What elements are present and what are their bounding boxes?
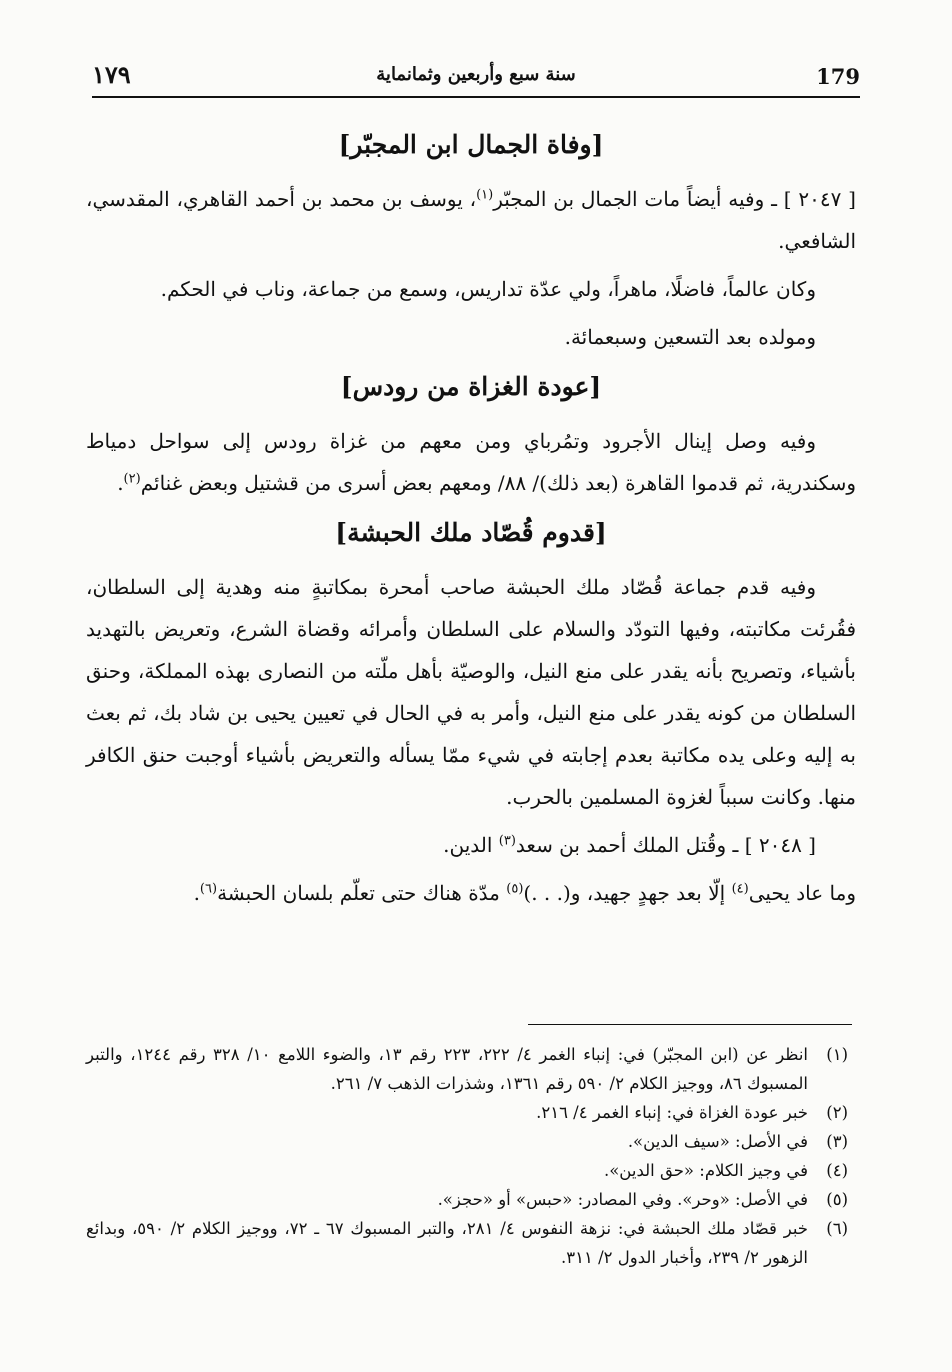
footnote-number: (٢)	[826, 1103, 848, 1122]
footnote-mark-4[interactable]: (٤)	[731, 881, 749, 897]
page-number-latin: 179	[816, 64, 860, 89]
page-number-arabic: ١٧٩	[92, 60, 131, 89]
footnote-text: في وجيز الكلام: «حق الدين».	[603, 1161, 808, 1180]
footnote	[86, 1127, 848, 1156]
main-text	[86, 118, 856, 920]
footnote	[86, 1185, 848, 1214]
paragraph-yahya-return: وما عاد يحيى$^{(٤)}$ إلّا بعد جهدٍ جهيد، و(. . .)$^{(٥)}$ مدّة هناك حتى تعلّم بلسان الحبشة$^{(٦)}$.	[193, 881, 856, 905]
paragraph: وفيه قدم جماعة قُصّاد ملك الحبشة صاحب أمحرة بمكاتبةٍ منه وهدية إلى السلطان، فقُرئت مكاتبته، وفيها التودّد والسلام على السلطان وأمرائه وقضاة الشرع، وتعريض بالتهديد بأشياء، وتصريح بأنه يقدر على منع النيل، والوصيّة بأهل ملّته من النصارى بهذه المملكة، وحنق السلطان من كونه يقدر على منع النيل، وأمر به في الحال في تعيين يحيى بن شاد بك، ثم بعث به إليه وعلى يده مكاتبة بعدم إجابته في شيء ممّا يسأله والتعريض بأشياء أوجبت حنق الكافر منها. وكانت سبباً لغزوة المسلمين بالحرب.	[86, 575, 856, 809]
entry-2048: [ ٢٠٤٨ ] ـ وقُتل الملك أحمد بن سعد$^{(٣)}$ الدين.	[443, 833, 816, 857]
footnote-text: في الأصل: «وحر». وفي المصادر: «حبس» أو «حجز».	[437, 1190, 808, 1209]
footnote-mark-1[interactable]: (١)	[476, 187, 494, 203]
footnote-number: (٤)	[826, 1161, 848, 1180]
footnote-number: (٣)	[826, 1132, 848, 1151]
footnote-separator	[528, 1024, 852, 1025]
footnote-text: خبر قصّاد ملك الحبشة في: نزهة النفوس ٤/ ٢٨١، والتبر المسبوك ٦٧ ـ ٧٢، ووجيز الكلام ٢/ ٥٩٠، وبدائع الزهور ٢/ ٢٣٩، وأخبار الدول ٢/ ٣١١.	[86, 1219, 809, 1267]
footnote-number: (١)	[826, 1045, 848, 1064]
footnote	[86, 1156, 848, 1185]
footnote	[86, 1040, 848, 1098]
section-heading-death-jamal: [وفاة الجمال ابن المجبّر]	[338, 130, 604, 159]
paragraph-raiders: وفيه وصل إينال الأجرود وتمُرباي ومن معهم من غزاة رودس إلى سواحل دمياط وسكندرية، ثم قدموا القاهرة (بعد ذلك)/ ٨٨/ ومعهم بعض أسرى من قشتيل وبعض غنائم$^{(٢)}$.	[86, 429, 856, 495]
footnote-mark-3[interactable]: (٣)	[498, 833, 516, 849]
section-heading-abyssinian-envoys: [قدوم قُصّاد ملك الحبشة]	[335, 518, 607, 547]
entry-2047: [ ٢٠٤٧ ] ـ وفيه أيضاً مات الجمال بن المجبّر$^{(١)}$، يوسف بن محمد بن أحمد القاهري، المقدسي، الشافعي.	[86, 187, 856, 253]
footnote-number: (٦)	[826, 1219, 848, 1238]
footnote-mark-2[interactable]: (٢)	[123, 471, 141, 487]
footnote-mark-6[interactable]: (٦)	[199, 881, 218, 897]
paragraph: وكان عالماً، فاضلًا، ماهراً، ولي عدّة تداريس، وسمع من جماعة، وناب في الحكم.	[160, 277, 816, 301]
footnote-number: (٥)	[826, 1190, 848, 1209]
footnote-mark-5[interactable]: (٥)	[506, 881, 524, 897]
section-heading-raiders-return: [عودة الغزاة من رودس]	[340, 372, 602, 401]
paragraph: ومولده بعد التسعين وسبعمائة.	[564, 325, 816, 349]
running-title: سنة سبع وأربعين وثمانماية	[376, 64, 576, 85]
footnote-text: انظر عن (ابن المجبّر) في: إنباء الغمر ٤/ ٢٢٢، ٢٢٣ رقم ١٣، والضوء اللامع ١٠/ ٣٢٨ رقم ١٢٤٤، والتبر المسبوك ٨٦، ووجيز الكلام ٢/ ٥٩٠ رقم ١٣٦١، وشذرات الذهب ٧/ ٢٦١.	[86, 1045, 809, 1093]
running-header	[92, 58, 860, 98]
footnote	[86, 1214, 848, 1272]
footnotes	[86, 1040, 848, 1272]
footnote-text: في الأصل: «سيف الدين».	[627, 1132, 808, 1151]
footnote	[86, 1098, 848, 1127]
footnote-text: خبر عودة الغزاة في: إنباء الغمر ٤/ ٢١٦.	[536, 1103, 808, 1122]
